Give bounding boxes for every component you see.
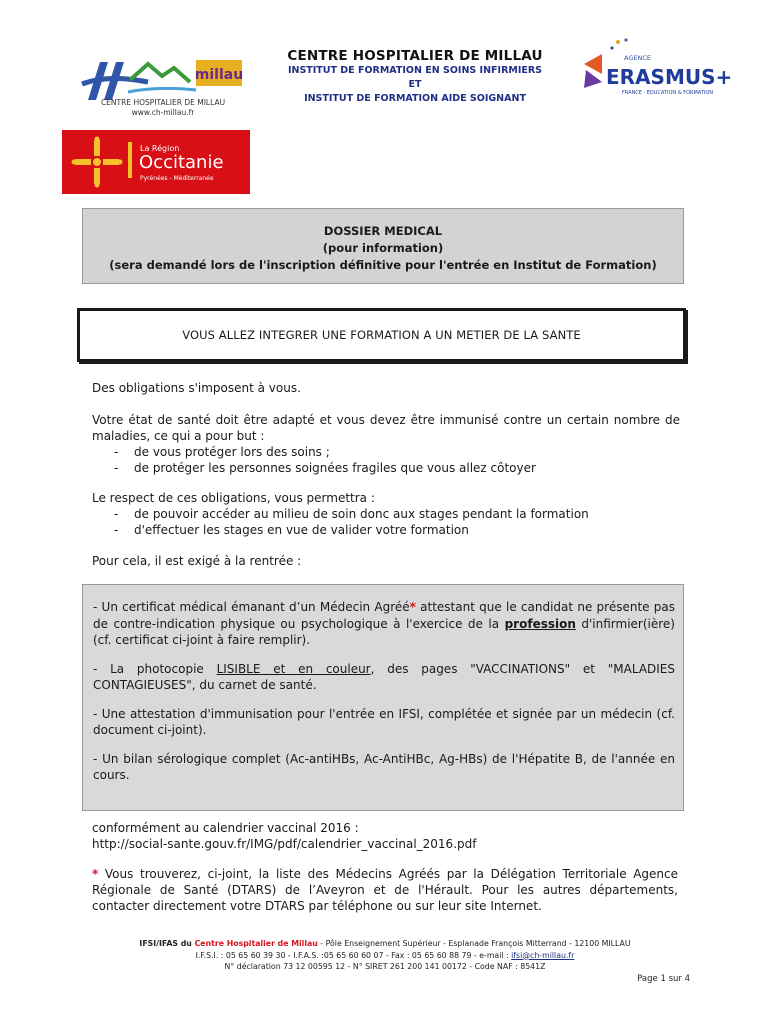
occitanie-subtitle: Pyrénées - Méditerranée: [140, 175, 214, 182]
body-p4: Pour cela, il est exigé à la rentrée :: [92, 554, 302, 568]
dossier-note: (sera demandé lors de l'inscription définitive pour l'entrée en Institut de Formation): [109, 258, 657, 272]
institution-title: CENTRE HOSPITALIER DE MILLAU: [287, 48, 543, 64]
requirement-bilan: - Un bilan sérologique complet (Ac-antiHBs, Ac-AntiHBc, Ag-HBs) de l'Hépatite B, de l'année en cours.: [93, 751, 675, 782]
svg-text:ERASMUS+: ERASMUS+: [606, 65, 733, 89]
requirement-photocopie: - La photocopie LISIBLE et en couleur, des pages "VACCINATIONS" et "MALADIES CONTAGIEUSES", du carnet de santé.: [93, 661, 676, 692]
page-number: Page 1 sur 4: [637, 974, 690, 984]
occitanie-logo: [62, 130, 250, 194]
logo-caption-url: www.ch-millau.fr: [131, 108, 195, 117]
erasmus-logo: [578, 34, 756, 104]
occitan-cross-icon: [70, 134, 124, 190]
calendar-reference: [92, 820, 680, 852]
footer-line1: IFSI/IFAS du Centre Hospitalier de Millau - Pôle Enseignement Supérieur - Esplanade François Mitterrand - 12100 MILLAU: [139, 939, 631, 948]
svg-text:FRANCE · EDUCATION & FORMATION: FRANCE · EDUCATION & FORMATION: [622, 90, 714, 96]
dossier-title: DOSSIER MEDICAL: [323, 224, 443, 238]
subtitle-line1: INSTITUT DE FORMATION EN SOINS INFIRMIERS: [287, 65, 543, 76]
footer-line3: N° déclaration 73 12 00595 12 - N° SIRET 261 200 141 00172 - Code NAF : 8541Z: [224, 962, 546, 971]
footer: [60, 938, 710, 973]
svg-text:AGENCE: AGENCE: [624, 54, 651, 62]
medecins-note: * Vous trouverez, ci-joint, la liste des Médecins Agréés par la Délégation Territoriale Agence Régionale de Santé (DTARS) de l’Aveyron et de l'Hérault. Pour les autres départements, contacter directement votre DTARS par téléphone ou sur leur site Internet.: [92, 867, 678, 913]
subtitle-line2: ET: [408, 79, 422, 90]
body-p2-list: [92, 444, 680, 476]
occitanie-region-label: La Région: [140, 144, 180, 153]
body-p2: Votre état de santé doit être adapté et vous devez être immunisé contre un certain nombre de maladies, ce qui a pour but :: [92, 413, 680, 443]
formation-banner: VOUS ALLEZ INTEGRER UNE FORMATION A UN METIER DE LA SANTE: [77, 308, 686, 362]
logo-caption-name: CENTRE HOSPITALIER DE MILLAU: [100, 98, 226, 107]
footer-line2: I.F.S.I. : 05 65 60 39 30 - I.F.A.S. :05 65 60 60 07 - Fax : 05 65 60 88 79 - e-mail : ifsi@ch-millau.fr: [195, 950, 575, 960]
dossier-medical-box: [82, 208, 684, 284]
body-p3: Le respect de ces obligations, vous permettra :: [92, 491, 375, 505]
occitanie-name: Occitanie: [139, 152, 224, 173]
list-item: - de pouvoir accéder au milieu de soin donc aux stages pendant la formation: [114, 507, 589, 521]
list-item: - d'effectuer les stages en vue de valider votre formation: [114, 523, 469, 537]
logo-caption: [80, 98, 246, 118]
occitanie-bar: [128, 142, 132, 178]
list-item: - de protéger les personnes soignées fragiles que vous allez côtoyer: [114, 461, 536, 475]
requirement-certificat: - Un certificat médical émanant d’un Médecin Agréé* attestant que le candidat ne présente pas de contre-indication physique ou psychologique à l'exercice de la profession d'infirmier(ière) (cf. certificat ci-joint à faire remplir).: [93, 600, 675, 647]
dossier-info: (pour information): [322, 241, 444, 255]
body-p3-list: [92, 506, 680, 538]
list-item: - de vous protéger lors des soins ;: [114, 445, 330, 459]
email-link[interactable]: ifsi@ch-millau.fr: [511, 950, 575, 960]
requirement-attestation: - Une attestation d'immunisation pour l'entrée en IFSI, complétée et signée par un médecin (cf. document ci-joint).: [93, 706, 675, 737]
calendar-url: http://social-sante.gouv.fr/IMG/pdf/calendrier_vaccinal_2016.pdf: [92, 837, 477, 851]
calendar-line: conformément au calendrier vaccinal 2016 :: [92, 821, 359, 835]
svg-text:millau: millau: [194, 67, 244, 83]
requirements-box: [82, 584, 684, 811]
subtitle-line3: INSTITUT DE FORMATION AIDE SOIGNANT: [304, 93, 526, 104]
body-p1: Des obligations s'imposent à vous.: [92, 381, 301, 395]
header-title-block: [250, 48, 580, 106]
